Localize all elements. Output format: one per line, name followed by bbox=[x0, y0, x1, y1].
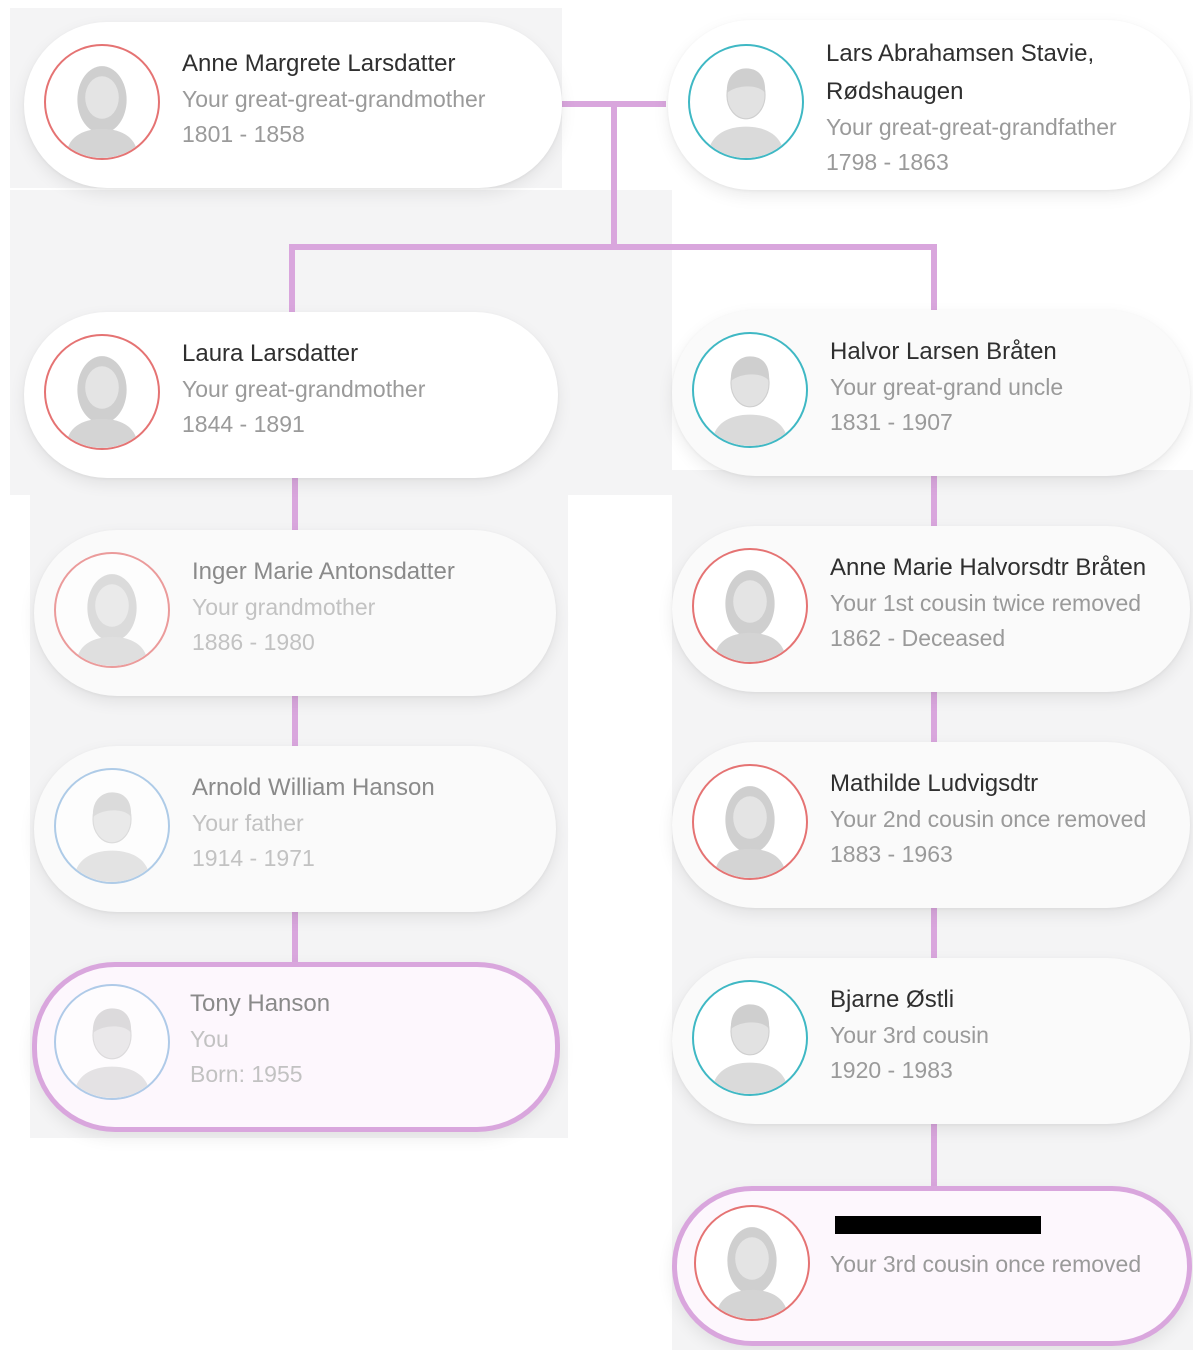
avatar bbox=[44, 334, 160, 450]
person-dates: 1886 - 1980 bbox=[192, 629, 315, 655]
person-relation: Your 2nd cousin once removed bbox=[830, 806, 1147, 832]
avatar bbox=[692, 548, 808, 664]
person-name: Halvor Larsen Bråten bbox=[830, 338, 1057, 365]
female-silhouette-icon bbox=[56, 554, 168, 666]
person-name: Tony Hanson bbox=[190, 990, 331, 1017]
person-name: Laura Larsdatter bbox=[182, 340, 359, 367]
person-relation: Your great-great-grandmother bbox=[182, 86, 486, 112]
person-relation: Your 3rd cousin once removed bbox=[830, 1251, 1142, 1277]
person-name: Bjarne Østli bbox=[830, 986, 955, 1013]
female-silhouette-icon bbox=[694, 766, 806, 878]
female-silhouette-icon bbox=[46, 46, 158, 158]
avatar bbox=[54, 552, 170, 668]
male-silhouette-icon bbox=[56, 986, 168, 1098]
person-card-anne-marie[interactable] bbox=[672, 526, 1190, 692]
person-relation: Your great-grand uncle bbox=[830, 374, 1064, 400]
person-dates: 1883 - 1963 bbox=[830, 841, 953, 867]
person-card-anne-margrete[interactable] bbox=[24, 22, 562, 188]
person-card-tony-self[interactable] bbox=[32, 962, 560, 1132]
connector-inger-arnold bbox=[292, 694, 298, 750]
connector-couple-down bbox=[611, 101, 617, 247]
person-dates: 1798 - 1863 bbox=[826, 149, 949, 175]
person-relation: Your great-grandmother bbox=[182, 376, 426, 402]
connector-to-laura bbox=[289, 244, 295, 312]
person-card-arnold[interactable] bbox=[34, 746, 556, 912]
person-relation: You bbox=[190, 1026, 229, 1052]
avatar bbox=[692, 764, 808, 880]
female-silhouette-icon bbox=[694, 550, 806, 662]
person-relation: Your great-great-grandfather bbox=[826, 114, 1117, 140]
person-name-line1: Lars Abrahamsen Stavie, bbox=[826, 40, 1095, 67]
person-name: Anne Margrete Larsdatter bbox=[182, 50, 456, 77]
avatar bbox=[694, 1205, 810, 1321]
connector-mathilde-bjarne bbox=[931, 906, 937, 962]
person-card-halvor[interactable] bbox=[672, 310, 1190, 476]
person-card-mathilde[interactable] bbox=[672, 742, 1190, 908]
connector-arnold-tony bbox=[292, 910, 298, 966]
person-card-inger-marie[interactable] bbox=[34, 530, 556, 696]
avatar bbox=[692, 980, 808, 1096]
connector-laura-inger bbox=[292, 478, 298, 534]
male-silhouette-icon bbox=[690, 46, 802, 158]
avatar bbox=[688, 44, 804, 160]
female-silhouette-icon bbox=[696, 1207, 808, 1319]
person-name: Anne Marie Halvorsdtr Bråten bbox=[830, 554, 1147, 581]
male-silhouette-icon bbox=[694, 982, 806, 1094]
person-dates: 1831 - 1907 bbox=[830, 409, 953, 435]
person-card-laura[interactable] bbox=[24, 312, 558, 478]
avatar bbox=[44, 44, 160, 160]
avatar bbox=[54, 984, 170, 1100]
person-name-line2: Rødshaugen bbox=[826, 78, 964, 105]
avatar bbox=[692, 332, 808, 448]
person-dates: 1920 - 1983 bbox=[830, 1057, 953, 1083]
person-dates: 1862 - Deceased bbox=[830, 625, 1006, 651]
avatar bbox=[54, 768, 170, 884]
person-relation: Your father bbox=[192, 810, 304, 836]
connector-halvor-annemarie bbox=[931, 474, 937, 530]
person-card-lars-abrahamsen[interactable] bbox=[668, 20, 1190, 190]
connector-to-halvor bbox=[931, 244, 937, 312]
person-dates: Born: 1955 bbox=[190, 1061, 303, 1087]
female-silhouette-icon bbox=[46, 336, 158, 448]
person-card-bjarne[interactable] bbox=[672, 958, 1190, 1124]
person-name: Arnold William Hanson bbox=[192, 774, 435, 801]
person-relation: Your grandmother bbox=[192, 594, 376, 620]
person-relation: Your 1st cousin twice removed bbox=[830, 590, 1142, 616]
connector-bjarne-redacted bbox=[931, 1122, 937, 1188]
person-dates: 1844 - 1891 bbox=[182, 411, 305, 437]
person-card-redacted[interactable] bbox=[672, 1186, 1192, 1346]
person-relation: Your 3rd cousin bbox=[830, 1022, 989, 1048]
male-silhouette-icon bbox=[694, 334, 806, 446]
male-silhouette-icon bbox=[56, 770, 168, 882]
connector-sibling-bar bbox=[289, 244, 937, 250]
person-dates: 1914 - 1971 bbox=[192, 845, 315, 871]
person-dates: 1801 - 1858 bbox=[182, 121, 305, 147]
person-name: Inger Marie Antonsdatter bbox=[192, 558, 455, 585]
connector-annemarie-mathilde bbox=[931, 690, 937, 746]
redacted-name-bar bbox=[835, 1216, 1041, 1234]
person-name: Mathilde Ludvigsdtr bbox=[830, 770, 1039, 797]
